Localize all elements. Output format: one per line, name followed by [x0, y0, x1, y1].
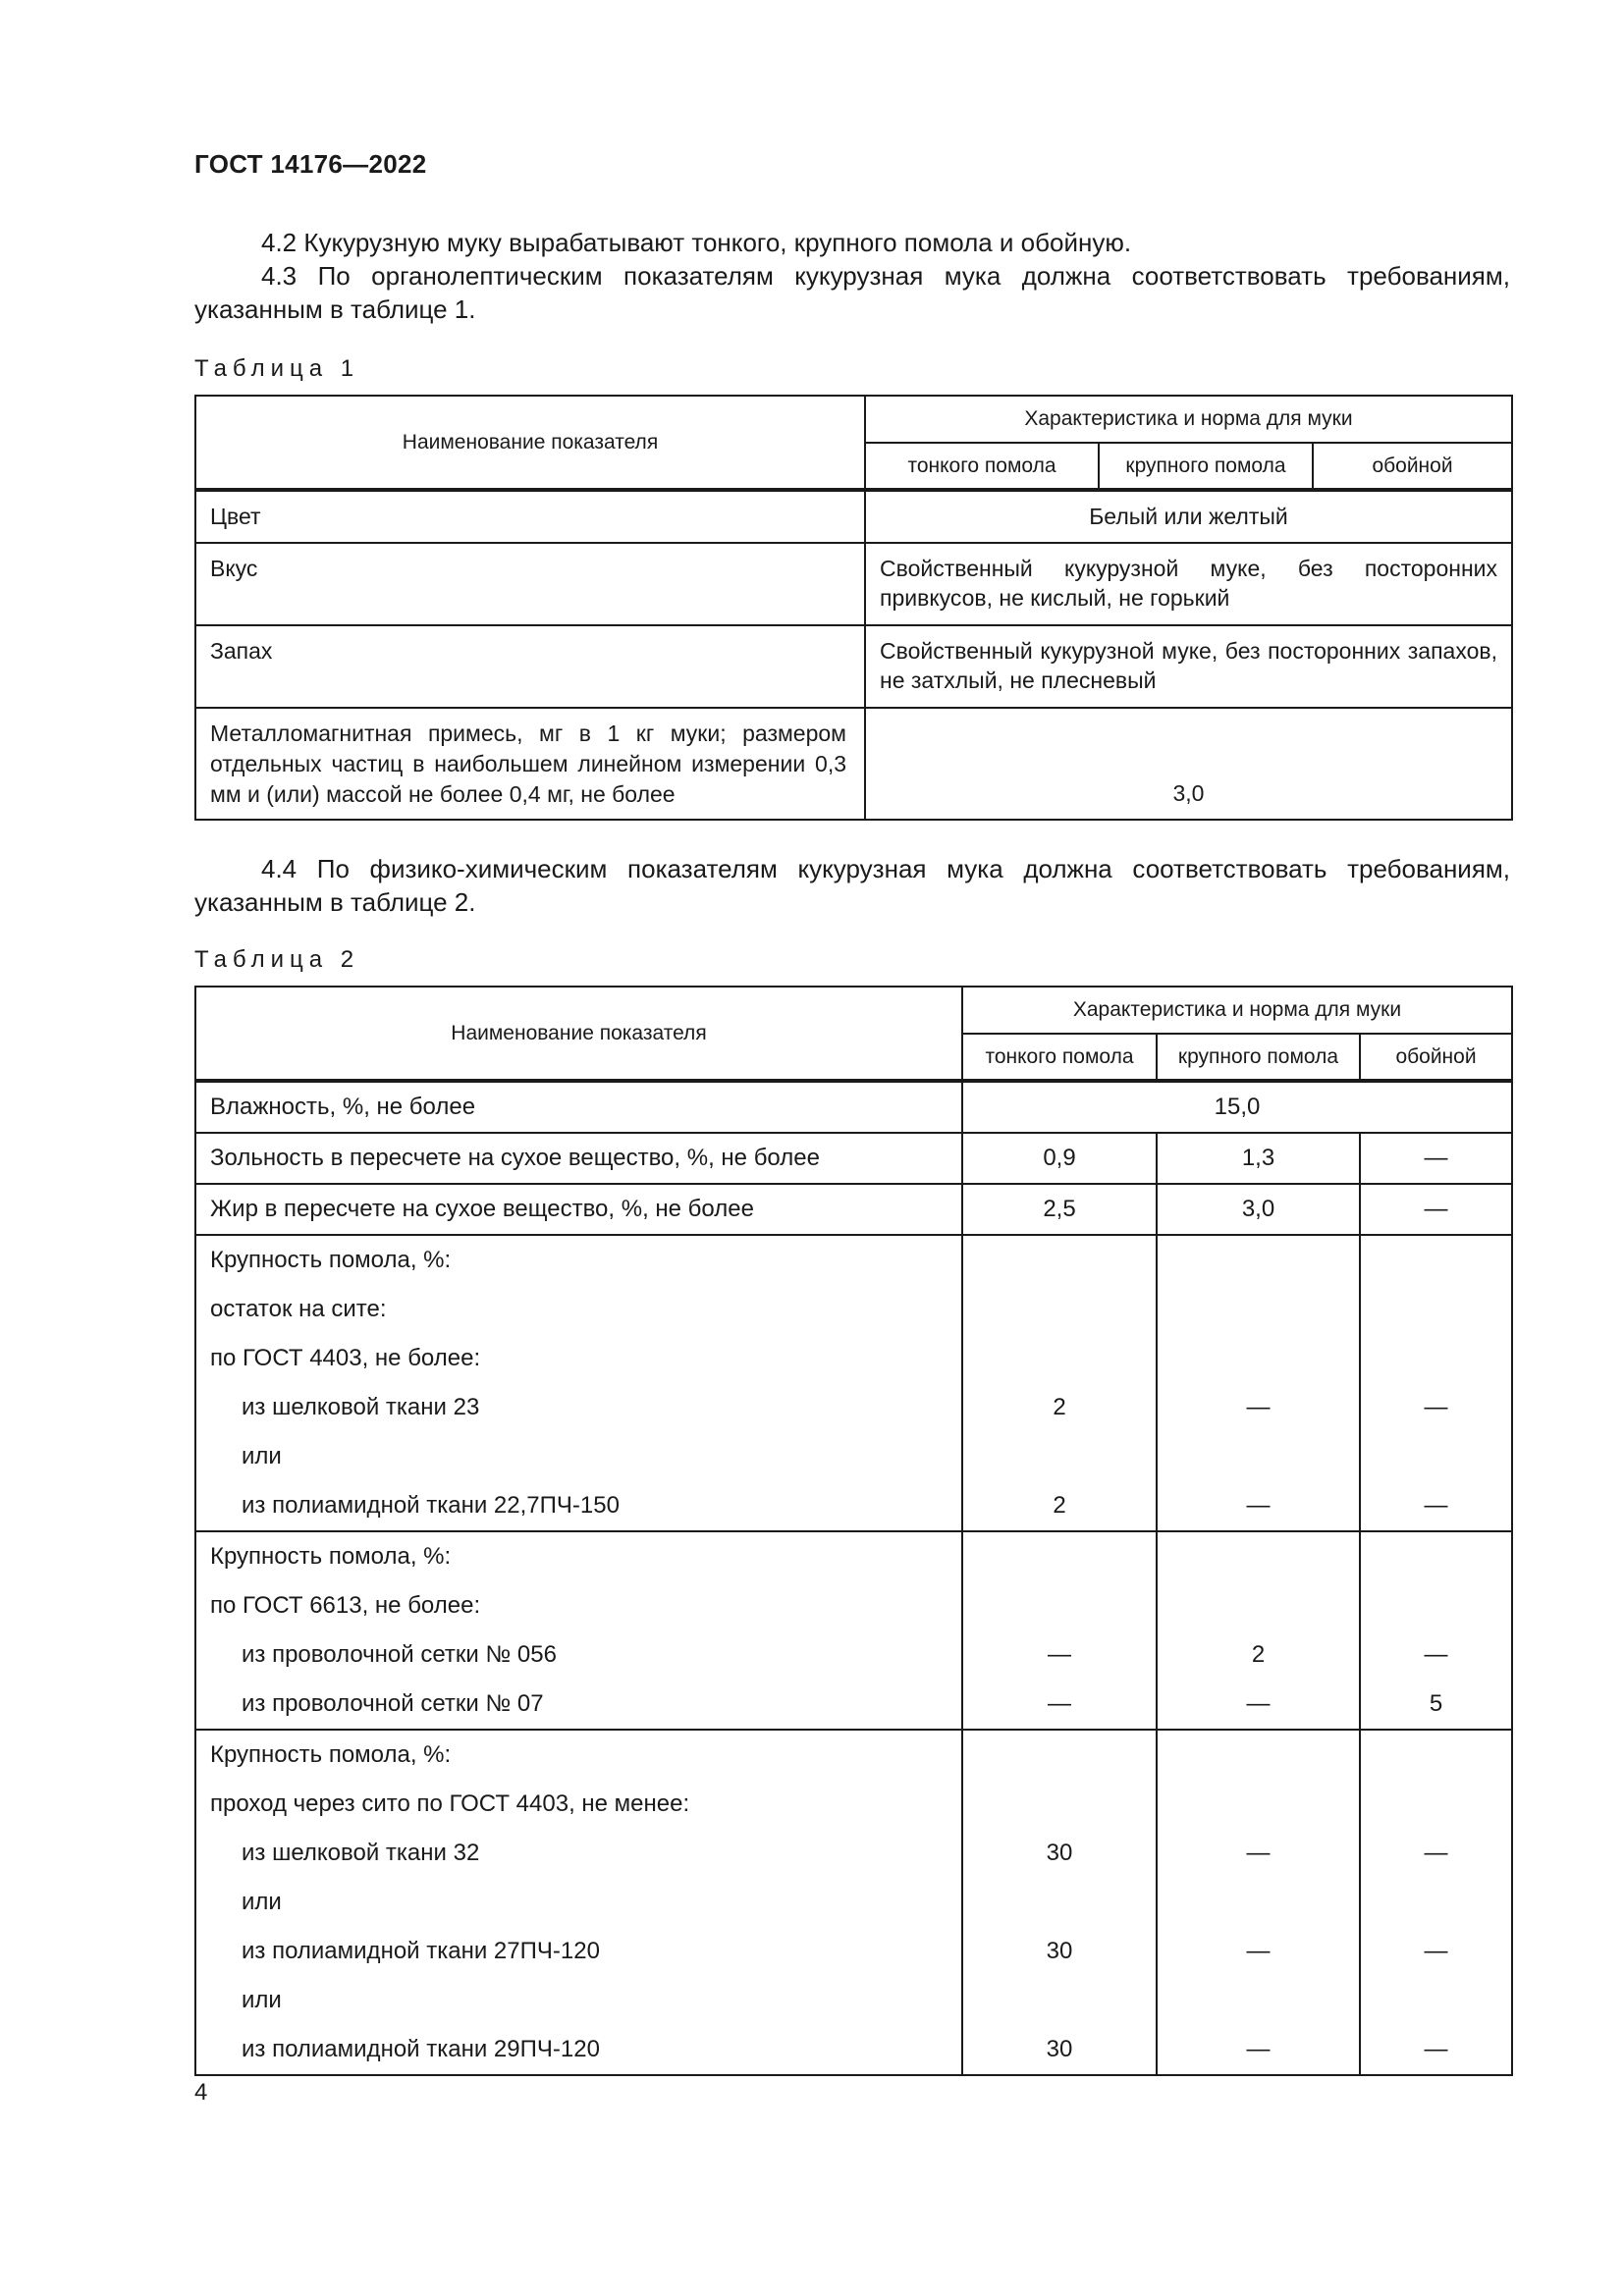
paragraph-4-3: 4.3 По органолептическим показателям кукурузная мука должна соответствовать требованиям, указанным в таблице 1.: [194, 261, 1510, 324]
table-row: [195, 1184, 1512, 1235]
table-1-caption: Таблица 1: [194, 355, 360, 382]
t2-header-name: Наименование показателя: [195, 987, 962, 1081]
t2-g1-fine: 2 2: [962, 1235, 1157, 1531]
paragraph-4-2: 4.2 Кукурузную муку вырабатывают тонкого, крупного помола и обойную.: [261, 228, 1132, 257]
table-row: [195, 1730, 1512, 2075]
table-row: [195, 1531, 1512, 1730]
t1-row-value: 3,0: [865, 708, 1512, 820]
t1-row-value: Свойственный кукурузной муке, без посторонних запахов, не затхлый, не плесневый: [865, 625, 1512, 708]
t2-g3-fine: 30 30 30: [962, 1730, 1157, 2075]
table-2-caption: Таблица 2: [194, 946, 360, 973]
t1-header-group: Характеристика и норма для муки: [865, 396, 1512, 443]
t1-row-value: Свойственный кукурузной муке, без посторонних привкусов, не кислый, не горький: [865, 543, 1512, 625]
t2-ash-whole: —: [1360, 1133, 1512, 1184]
t1-header-name: Наименование показателя: [195, 396, 865, 490]
t1-row-value: Белый или желтый: [865, 490, 1512, 543]
t2-ash-name: Зольность в пересчете на сухое вещество, %, не более: [195, 1133, 962, 1184]
table-row: [195, 1081, 1512, 1133]
t2-g1-coarse: — —: [1157, 1235, 1360, 1531]
t2-g1-whole: — —: [1360, 1235, 1512, 1531]
t1-header-coarse: крупного помола: [1099, 443, 1313, 490]
t2-moisture-value: 15,0: [962, 1081, 1512, 1133]
t2-moisture-name: Влажность, %, не более: [195, 1081, 962, 1133]
t1-row-name: Металломагнитная примесь, мг в 1 кг муки; размером отдельных частиц в наибольшем линейном измерении 0,3 мм и (или) массой не более 0,4 мг, не более: [195, 708, 865, 820]
table-row: [195, 543, 1512, 625]
table-row: [195, 490, 1512, 543]
table-row: [195, 1235, 1512, 1531]
t1-header-whole: обойной: [1313, 443, 1512, 490]
t1-row-name: Вкус: [195, 543, 865, 625]
t2-fat-fine: 2,5: [962, 1184, 1157, 1235]
table-row: [195, 625, 1512, 708]
t2-header-coarse: крупного помола: [1157, 1034, 1360, 1081]
document-header: ГОСТ 14176—2022: [194, 149, 427, 179]
t2-g2-coarse: 2 —: [1157, 1531, 1360, 1730]
table-row: [195, 1133, 1512, 1184]
t2-ash-coarse: 1,3: [1157, 1133, 1360, 1184]
t2-fat-coarse: 3,0: [1157, 1184, 1360, 1235]
t2-ash-fine: 0,9: [962, 1133, 1157, 1184]
t2-g2-names: Крупность помола, %: по ГОСТ 6613, не более: из проволочной сетки № 056 из проволочной сетки № 07: [195, 1531, 962, 1730]
t2-header-group: Характеристика и норма для муки: [962, 987, 1512, 1034]
t2-fat-name: Жир в пересчете на сухое вещество, %, не более: [195, 1184, 962, 1235]
table-2: [194, 986, 1513, 2076]
t2-g3-coarse: — — —: [1157, 1730, 1360, 2075]
table-1: [194, 395, 1513, 821]
t1-row-name: Запах: [195, 625, 865, 708]
paragraph-4-4: 4.4 По физико-химическим показателям кукурузная мука должна соответствовать требованиям, указанным в таблице 2.: [194, 854, 1510, 917]
t2-g2-fine: — —: [962, 1531, 1157, 1730]
t2-header-fine: тонкого помола: [962, 1034, 1157, 1081]
t2-fat-whole: —: [1360, 1184, 1512, 1235]
t2-g2-whole: — 5: [1360, 1531, 1512, 1730]
t2-header-whole: обойной: [1360, 1034, 1512, 1081]
t1-row-name: Цвет: [195, 490, 865, 543]
t2-g3-names: Крупность помола, %: проход через сито по ГОСТ 4403, не менее: из шелковой ткани 32 или из полиамидной ткани 27ПЧ-120 или из полиамидной ткани 29ПЧ-120: [195, 1730, 962, 2075]
t1-header-fine: тонкого помола: [865, 443, 1099, 490]
page-number: 4: [194, 2079, 208, 2106]
t2-g1-names: Крупность помола, %: остаток на сите: по ГОСТ 4403, не более: из шелковой ткани 23 или из полиамидной ткани 22,7ПЧ-150: [195, 1235, 962, 1531]
t2-g3-whole: — — —: [1360, 1730, 1512, 2075]
table-row: [195, 708, 1512, 820]
